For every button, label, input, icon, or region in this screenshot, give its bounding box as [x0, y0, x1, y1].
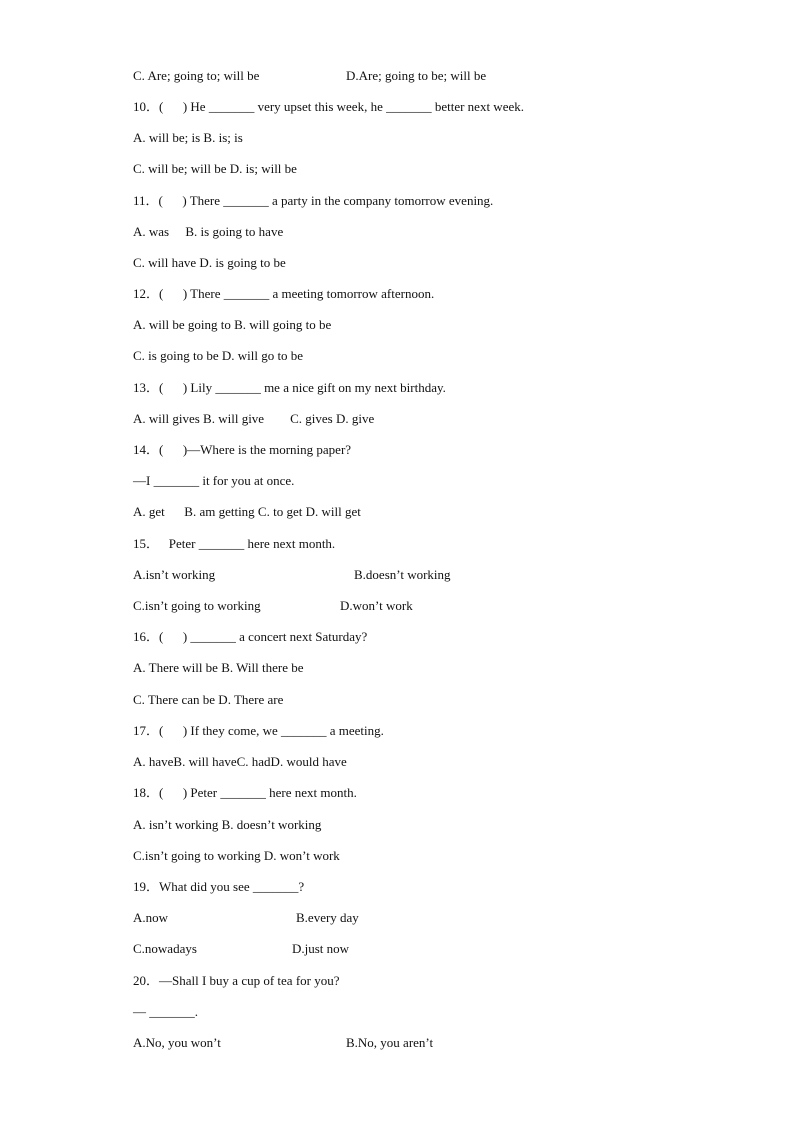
dialogue-text: —I _______ it for you at once.	[133, 473, 295, 488]
question-text: 18．( ) Peter _______ here next month.	[133, 785, 357, 800]
question-text: 12．( ) There _______ a meeting tomorrow afternoon.	[133, 286, 435, 301]
question-text: 17．( ) If they come, we _______ a meeting.	[133, 723, 384, 738]
question-text: 14．( )—Where is the morning paper?	[133, 442, 352, 457]
option-c: C. Are; going to; will be	[133, 68, 260, 83]
option-text: C.isn’t going to working D. won’t work	[133, 848, 340, 863]
question-text: 20．—Shall I buy a cup of tea for you?	[133, 973, 340, 988]
option-text: A. will gives B. will give C. gives D. give	[133, 411, 375, 426]
option-a: A.now	[133, 910, 169, 925]
option-c: C.isn’t going to working	[133, 598, 261, 613]
option-c: C.nowadays	[133, 941, 197, 956]
option-b: B.doesn’t working	[354, 567, 451, 582]
question-text: 15． Peter _______ here next month.	[133, 536, 336, 551]
option-d: D.just now	[292, 941, 350, 956]
question-text: 13．( ) Lily _______ me a nice gift on my next birthday.	[133, 380, 446, 395]
option-text: A. was B. is going to have	[133, 224, 284, 239]
option-a: A.isn’t working	[133, 567, 216, 582]
option-text: C. will be; will be D. is; will be	[133, 161, 297, 176]
option-text: A. isn’t working B. doesn’t working	[133, 817, 322, 832]
question-20-options-ab	[133, 1035, 434, 1099]
question-text: 10．( ) He _______ very upset this week, he _______ better next week.	[133, 99, 524, 114]
question-text: 16．( ) _______ a concert next Saturday?	[133, 629, 368, 644]
question-text: 11．( ) There _______ a party in the company tomorrow evening.	[133, 193, 494, 208]
option-a: A.No, you won’t	[133, 1035, 221, 1050]
option-b: B.every day	[296, 910, 359, 925]
dialogue-text: — _______.	[133, 1004, 198, 1019]
option-text: A. get B. am getting C. to get D. will get	[133, 504, 361, 519]
option-text: A. There will be B. Will there be	[133, 660, 304, 675]
option-text: C. is going to be D. will go to be	[133, 348, 304, 363]
question-text: 19．What did you see _______?	[133, 879, 305, 894]
option-text: A. haveB. will haveC. hadD. would have	[133, 754, 347, 769]
option-d: D.won’t work	[340, 598, 413, 613]
option-text: A. will be; is B. is; is	[133, 130, 243, 145]
option-text: A. will be going to B. will going to be	[133, 317, 332, 332]
option-b: B.No, you aren’t	[346, 1035, 434, 1050]
option-d: D.Are; going to be; will be	[346, 68, 487, 83]
option-text: C. will have D. is going to be	[133, 255, 286, 270]
option-text: C. There can be D. There are	[133, 692, 284, 707]
